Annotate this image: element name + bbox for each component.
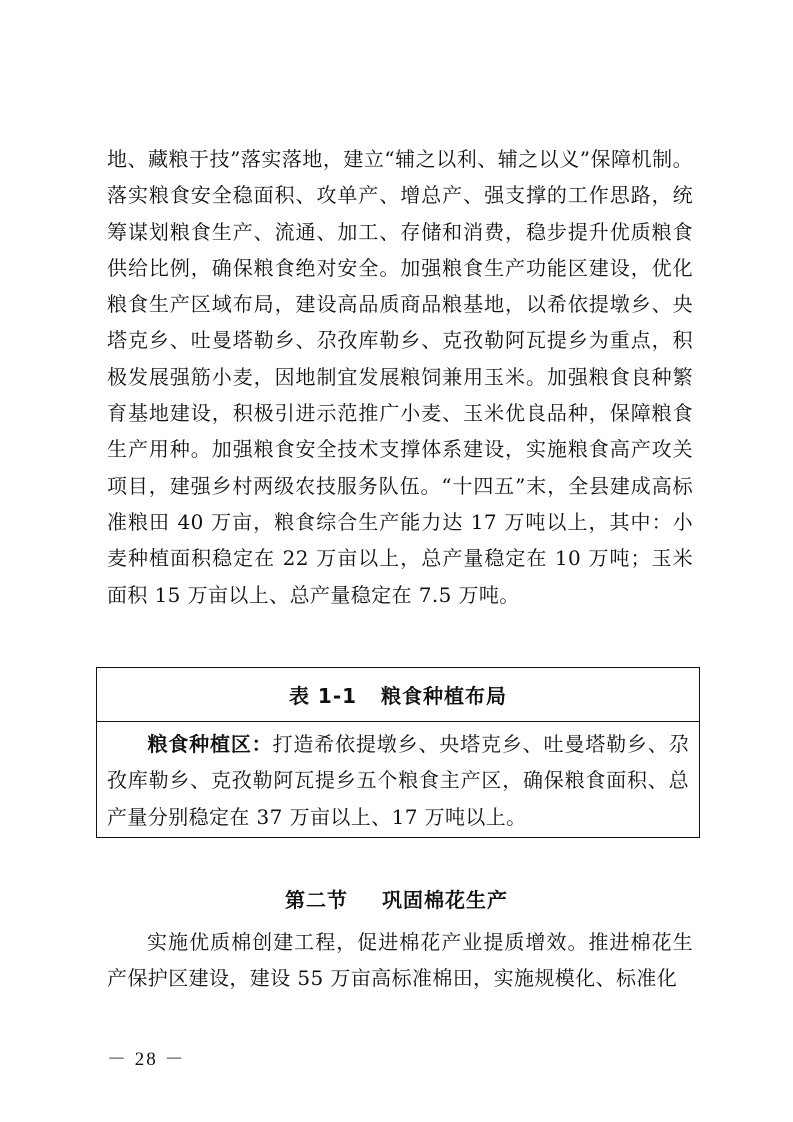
section-title: 巩固棉花生产 — [381, 888, 508, 912]
grain-layout-table — [96, 667, 700, 838]
table-row-text: 打造希依提墩乡、央塔克乡、吐曼塔勒乡、尕孜库勒乡、克孜勒阿瓦提乡五个粮食主产区，确保粮食面积、总产量分别稳定在 37 万亩以上、17 万吨以上。 — [107, 732, 690, 829]
table-number: 表 1-1 — [288, 684, 358, 708]
table-row-label: 粮食种植区： — [147, 732, 273, 756]
body-paragraph-grain-security: 地、藏粮于技”落实落地，建立“辅之以利、辅之以义”保障机制。落实粮食安全稳面积、攻单产、增总产、强支撑的工作思路，统筹谋划粮食生产、流通、加工、存储和消费，稳步提升优质粮食供给比例，确保粮食绝对安全。加强粮食生产功能区建设，优化粮食生产区域布局，建设高品质商品粮基地，以希依提墩乡、央塔克乡、吐曼塔勒乡、尕孜库勒乡、克孜勒阿瓦提乡为重点，积极发展强筋小麦，因地制宜发展粮饲兼用玉米。加强粮食良种繁育基地建设，积极引进示范推广小麦、玉米优良品种，保障粮食生产用种。加强粮食安全技术支撑体系建设，实施粮食高产攻关项目，建强乡村两级农技服务队伍。“十四五”末，全县建成高标准粮田 40 万亩，粮食综合生产能力达 17 万吨以上，其中：小麦种植面积稳定在 22 万亩以上，总产量稳定在 10 万吨；玉米面积 15 万亩以上、总产量稳定在 7.5 万吨。 — [107, 147, 693, 607]
body-paragraph-cotton: 实施优质棉创建工程，促进棉花产业提质增效。推进棉花生产保护区建设，建设 55 万亩高标准棉田，实施规模化、标准化 — [107, 930, 693, 991]
table-caption — [97, 668, 699, 722]
table-content-cell — [97, 722, 699, 835]
table-title: 粮食种植布局 — [381, 684, 508, 708]
section-number: 第二节 — [285, 888, 349, 912]
section-heading — [0, 884, 793, 913]
page-number: － 28 － — [107, 1049, 186, 1070]
